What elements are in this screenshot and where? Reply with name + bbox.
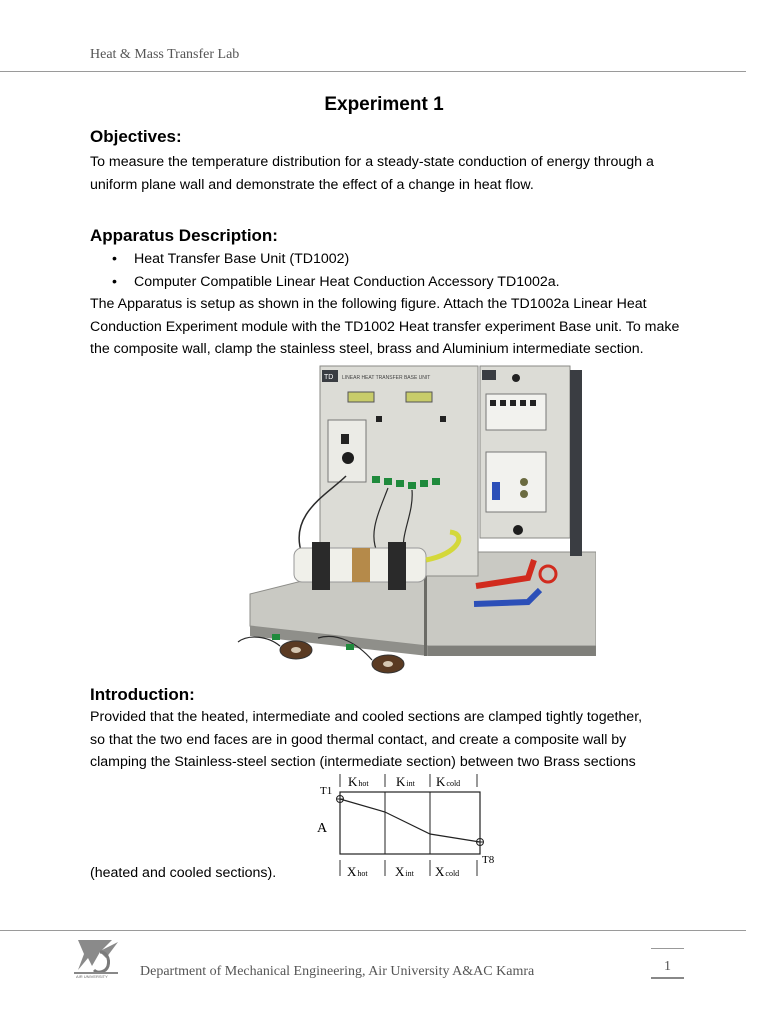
probe-plug-2 bbox=[346, 644, 354, 650]
probe-reel-1-center bbox=[291, 647, 301, 653]
introduction-line-3: clamping the Stainless-steel section (intermediate section) between two Brass sections bbox=[90, 754, 636, 770]
apparatus-heading: Apparatus Description: bbox=[90, 226, 278, 245]
heater-knob bbox=[342, 452, 354, 464]
temperature-profile-line bbox=[340, 799, 480, 842]
page-number-rule-bottom bbox=[651, 977, 684, 979]
brass-section bbox=[352, 548, 370, 582]
introduction-line-2: so that the two end faces are in good thermal contact, and create a composite wall by bbox=[90, 731, 627, 748]
bullet-icon: • bbox=[112, 273, 117, 290]
right-panel-knob bbox=[512, 374, 520, 382]
base-plate-edge-right bbox=[428, 646, 596, 656]
apparatus-line-2: Conduction Experiment module with the TD1002 Heat transfer experiment Base unit. To make bbox=[90, 318, 680, 335]
clamp-left bbox=[312, 542, 330, 590]
flow-knob-2 bbox=[520, 490, 528, 498]
x-int-label: Xint bbox=[395, 864, 414, 879]
introduction-heading: Introduction: bbox=[90, 685, 195, 704]
university-logo bbox=[72, 936, 122, 978]
page-title: Experiment 1 bbox=[324, 94, 444, 115]
logo-icon bbox=[72, 936, 122, 978]
panel-switch-left bbox=[376, 416, 382, 422]
page-number-rule-top bbox=[651, 948, 684, 949]
apparatus-line-3: the composite wall, clamp the stainless steel, brass and Aluminium intermediate section. bbox=[90, 341, 644, 357]
list-item bbox=[90, 271, 560, 294]
flow-indicator bbox=[492, 482, 500, 500]
bullet-icon: • bbox=[112, 251, 117, 267]
list-item-text: Computer Compatible Linear Heat Conduction Accessory TD1002a. bbox=[134, 273, 560, 290]
page-number: 1 bbox=[664, 959, 671, 974]
interface-module bbox=[486, 394, 546, 430]
probe-reel-2-center bbox=[383, 661, 393, 667]
page-number-box bbox=[651, 948, 684, 979]
panel-title: LINEAR HEAT TRANSFER BASE UNIT bbox=[342, 375, 431, 381]
header-rule bbox=[0, 71, 746, 72]
header-text: Heat & Mass Transfer Lab bbox=[90, 47, 240, 62]
apparatus-text bbox=[90, 293, 695, 361]
temperature-profile-diagram bbox=[315, 772, 515, 884]
list-item-text: Heat Transfer Base Unit (TD1002) bbox=[134, 251, 350, 267]
apparatus-list bbox=[90, 248, 560, 293]
introduction-text bbox=[90, 706, 695, 774]
probe-plug-1 bbox=[272, 634, 280, 640]
pump-knob bbox=[513, 525, 523, 535]
objectives-text bbox=[90, 151, 695, 196]
objectives-heading: Objectives: bbox=[90, 127, 182, 146]
x-cold-label: Xcold bbox=[435, 864, 460, 879]
t1-label: T1 bbox=[320, 785, 333, 797]
objectives-line-1: To measure the temperature distribution for a steady-state conduction of energy through a bbox=[90, 154, 654, 170]
heater-control-box bbox=[328, 420, 366, 482]
panel-logo-text: TD bbox=[324, 374, 334, 381]
power-switch bbox=[341, 434, 349, 444]
profile-svg bbox=[315, 772, 515, 884]
footer-text: Department of Mechanical Engineering, Air University A&AC Kamra bbox=[140, 964, 535, 979]
k-int-label: Kint bbox=[396, 774, 415, 789]
objectives-line-2: uniform plane wall and demonstrate the effect of a change in heat flow. bbox=[90, 176, 534, 193]
clamp-right bbox=[388, 542, 406, 590]
k-hot-label: Khot bbox=[348, 774, 369, 789]
apparatus-line-1: The Apparatus is setup as shown in the following figure. Attach the TD1002a Linear Heat bbox=[90, 296, 647, 312]
logo-caption: AIR UNIVERSITY bbox=[76, 974, 108, 978]
display-left bbox=[348, 392, 374, 402]
apparatus-illustration bbox=[228, 364, 596, 680]
list-item bbox=[90, 248, 560, 271]
flow-knob-1 bbox=[520, 478, 528, 486]
apparatus-photo bbox=[228, 364, 596, 680]
panel-switch-right bbox=[440, 416, 446, 422]
x-hot-label: Xhot bbox=[347, 864, 368, 879]
t8-label: T8 bbox=[482, 854, 495, 866]
panel-frame bbox=[570, 370, 582, 556]
k-cold-label: Kcold bbox=[436, 774, 461, 789]
profile-frame bbox=[340, 792, 480, 854]
introduction-last-line: (heated and cooled sections). bbox=[90, 865, 277, 881]
display-right bbox=[406, 392, 432, 402]
area-label: A bbox=[317, 821, 328, 836]
footer-rule bbox=[0, 930, 746, 931]
right-panel-logo bbox=[482, 370, 496, 380]
introduction-line-1: Provided that the heated, intermediate and cooled sections are clamped tightly together, bbox=[90, 709, 643, 725]
